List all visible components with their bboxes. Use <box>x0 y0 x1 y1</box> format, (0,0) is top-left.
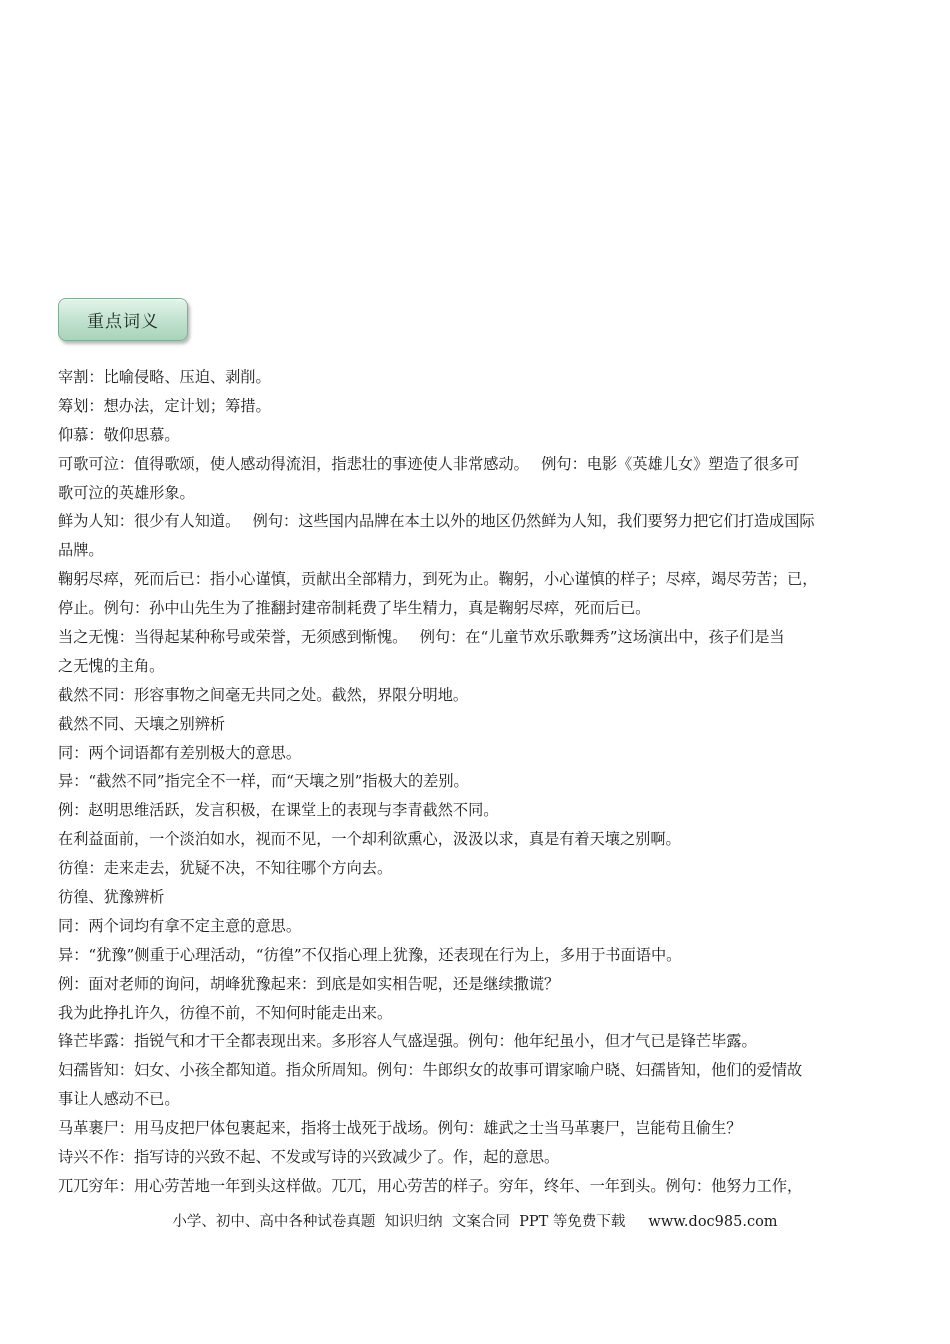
text-line: 同：两个词均有拿不定主意的意思。 <box>58 916 301 935</box>
text-line: 异：“截然不同”指完全不一样，而“天壤之别”指极大的差别。 <box>58 772 469 791</box>
text-line: 品牌。 <box>58 541 104 560</box>
text-line: 仰慕：敬仰思慕。 <box>58 425 180 444</box>
text-line: 截然不同：形容事物之间毫无共同之处。截然，界限分明地。 <box>58 685 469 704</box>
text-line: 之无愧的主角。 <box>58 656 165 675</box>
text-line: 可歌可泣：值得歌颂，使人感动得流泪，指悲壮的事迹使人非常感动。 例句：电影《英雄儿女》塑造了很多可 <box>58 454 800 473</box>
text-line: 我为此挣扎许久，彷徨不前，不知何时能走出来。 <box>58 1003 393 1022</box>
text-line: 兀兀穷年：用心劳苦地一年到头这样做。兀兀，用心劳苦的样子。穷年，终年、一年到头。例句：他努力工作， <box>58 1176 803 1195</box>
text-line: 彷徨、犹豫辨析 <box>58 888 165 907</box>
text-line: 锋芒毕露：指锐气和才干全都表现出来。多形容人气盛逞强。例句：他年纪虽小，但才气已是锋芒毕露。 <box>58 1032 757 1051</box>
text-line: 妇孺皆知：妇女、小孩全都知道。指众所周知。例句：牛郎织女的故事可谓家喻户晓、妇孺皆知，他们的爱情故 <box>58 1061 803 1080</box>
text-line: 诗兴不作：指写诗的兴致不起、不发或写诗的兴致减少了。作，起的意思。 <box>58 1148 560 1167</box>
text-line: 在利益面前，一个淡泊如水，视而不见，一个却利欲熏心，汲汲以求，真是有着天壤之别啊。 <box>58 830 681 849</box>
text-line: 例：面对老师的询问，胡峰犹豫起来：到底是如实相告呢，还是继续撒谎？ <box>58 974 560 993</box>
text-line: 异：“犹豫”侧重于心理活动，“彷徨”不仅指心理上犹豫，还表现在行为上，多用于书面语中。 <box>58 945 682 964</box>
text-line: 宰割：比喻侵略、压迫、剥削。 <box>58 368 271 386</box>
text-line: 马革裹尸：用马皮把尸体包裹起来，指将士战死于战场。例句：雄武之士当马革裹尸，岂能苟且偷生？ <box>58 1119 742 1138</box>
text-line: 鞠躬尽瘁，死而后已：指小心谨慎，贡献出全部精力，到死为止。鞠躬，小心谨慎的样子；尽瘁，竭尽劳苦；已， <box>58 570 818 589</box>
text-line: 当之无愧：当得起某种称号或荣誉，无须感到惭愧。 例句：在“儿童节欢乐歌舞秀”这场演出中，孩子们是当 <box>58 628 785 647</box>
page-footer: 小学、初中、高中各种试卷真题 知识归纳 文案合同 PPT 等免费下载 www.doc985.com <box>172 1214 778 1230</box>
vocabulary-content <box>58 363 908 1201</box>
section-title-badge <box>58 298 188 341</box>
section-title: 重点词义 <box>87 312 159 332</box>
text-line: 事让人感动不已。 <box>58 1090 180 1109</box>
text-line: 彷徨：走来走去，犹疑不决，不知往哪个方向去。 <box>58 859 393 878</box>
text-line: 筹划：想办法，定计划；筹措。 <box>58 396 271 415</box>
text-line: 同：两个词语都有差别极大的意思。 <box>58 743 301 762</box>
text-line: 例：赵明思维活跃，发言积极，在课堂上的表现与李青截然不同。 <box>58 801 499 820</box>
text-line: 停止。例句：孙中山先生为了推翻封建帝制耗费了毕生精力，真是鞠躬尽瘁，死而后已。 <box>58 599 651 618</box>
text-line: 截然不同、天壤之别辨析 <box>58 714 226 733</box>
text-line: 鲜为人知：很少有人知道。 例句：这些国内品牌在本土以外的地区仍然鲜为人知，我们要努力把它们打造成国际 <box>58 512 815 531</box>
text-line: 歌可泣的英雄形象。 <box>58 483 195 502</box>
